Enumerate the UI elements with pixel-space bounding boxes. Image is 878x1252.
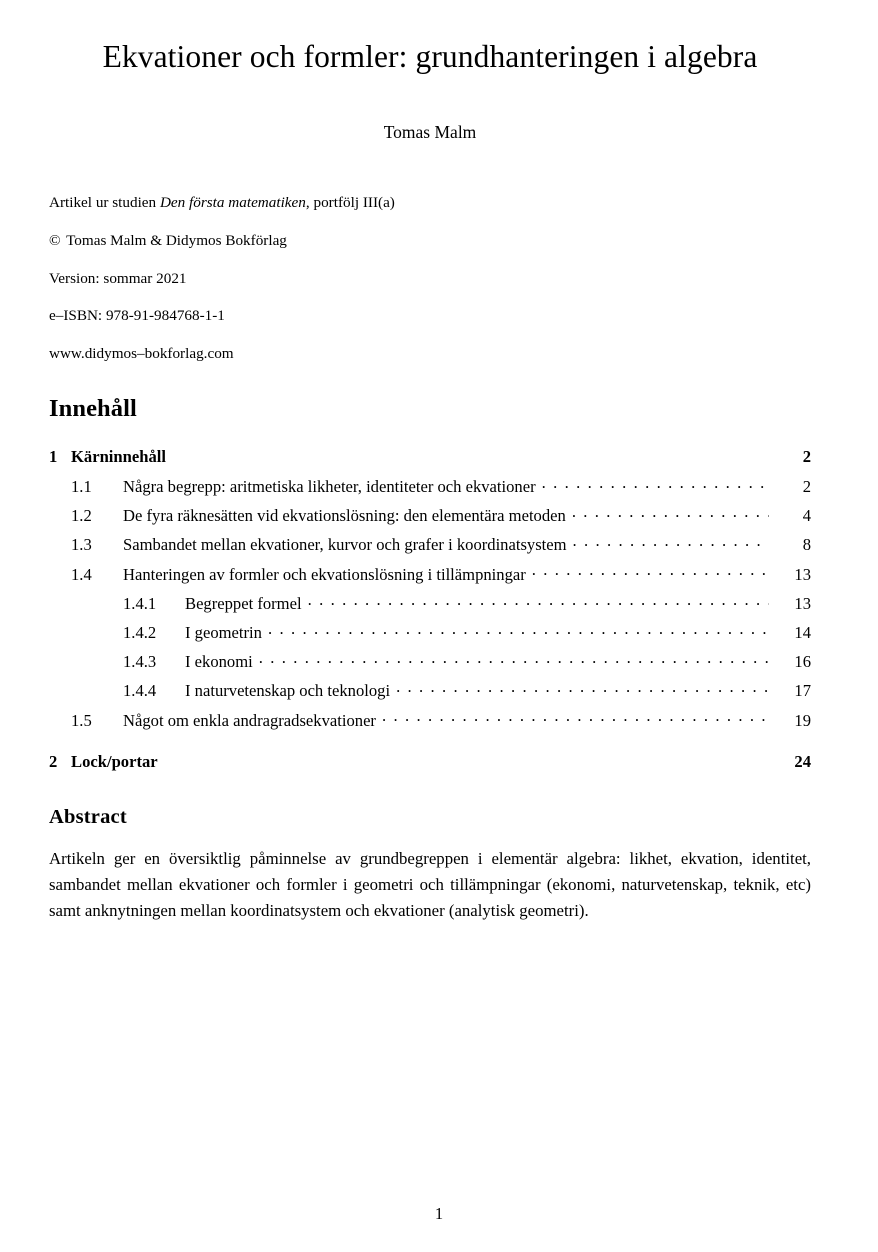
toc-dot-leader [532,563,769,580]
toc-entry-title: Kärninnehåll [71,446,166,466]
toc-entry[interactable] [49,621,811,641]
author-name: Tomas Malm [383,122,477,143]
toc-entry-title: Begreppet formel [185,593,302,613]
toc-entry[interactable] [49,563,811,583]
metadata-isbn: e–ISBN: 978-91-984768-1-1 [49,307,225,325]
toc-entry[interactable] [49,680,811,700]
toc-entry-number: 1.3 [71,535,92,555]
toc-entry-number: 1.2 [71,506,92,526]
abstract-heading: Abstract [49,806,127,829]
toc-dot-leader [172,445,769,462]
toc-entry[interactable] [49,750,811,770]
table-of-contents [49,445,811,770]
toc-entry-title: De fyra räknesätten vid ekvationslösning: den elementära metoden [123,506,566,526]
toc-dot-leader [572,505,769,522]
toc-entry-page: 24 [794,751,811,771]
toc-entry-number: 1.4 [71,564,92,584]
toc-entry-number: 1.4.4 [123,681,157,701]
toc-entry[interactable] [49,651,811,671]
toc-entry-page: 13 [794,593,811,613]
toc-entry-page: 2 [802,477,811,496]
toc-entry-page: 13 [794,564,811,584]
toc-heading: Innehåll [49,395,137,423]
toc-dot-leader [542,475,769,492]
toc-entry-title: Något om enkla andragradsekvationer [123,710,376,730]
toc-entry-number: 1.4.3 [123,652,157,672]
toc-dot-leader [259,651,769,668]
toc-entry-title: I geometrin [185,622,262,642]
toc-entry-number: 1.4.1 [123,593,157,613]
toc-entry-number: 1 [49,446,58,466]
page-title: Ekvationer och formler: grundhanteringen i algebra [102,39,758,74]
toc-entry-number: 2 [49,751,58,771]
toc-entry[interactable] [49,475,811,495]
toc-entry[interactable] [49,534,811,554]
toc-entry-title: Hanteringen av formler och ekvationslösning i tillämpningar [123,564,526,584]
toc-dot-leader [382,709,769,726]
toc-entry-number: 1.4.2 [123,622,157,642]
toc-entry-page: 4 [802,506,811,526]
toc-entry-page: 16 [794,652,811,672]
toc-entry-title: I ekonomi [185,652,253,672]
metadata-block [49,195,811,361]
toc-entry-page: 2 [802,446,811,466]
metadata-version: Version: sommar 2021 [49,269,187,287]
toc-entry-title: Lock/portar [71,751,158,771]
toc-entry-title: Några begrepp: aritmetiska likheter, identiteter och ekvationer [123,477,536,496]
metadata-source-title: Den första matematiken [159,194,306,212]
toc-entry-title: I naturvetenskap och teknologi [185,681,391,701]
toc-entry-number: 1.5 [71,710,92,730]
page-content [49,0,811,924]
metadata-source-suffix: , portfölj III(a) [305,194,395,212]
metadata-website: www.didymos–bokforlag.com [49,345,234,363]
toc-dot-leader [308,592,769,609]
toc-entry-title: Sambandet mellan ekvationer, kurvor och grafer i koordinatsystem [123,535,567,555]
toc-entry-page: 8 [802,535,811,555]
toc-entry-page: 14 [794,622,811,642]
toc-entry-page: 19 [794,710,811,730]
toc-entry[interactable] [49,505,811,525]
copyright-icon: © [49,231,61,249]
toc-entry[interactable] [49,445,811,465]
metadata-source [49,195,811,210]
page-folio: 1 [434,1204,444,1223]
metadata-copyright [49,233,811,248]
abstract-body: Artikeln ger en översiktlig påminnelse av grundbegreppen i elementär algebra: likhet, ekvation, identitet, sambandet mellan ekvationer och formler i geometri och tillämpningar (ekonomi, naturvetenskap, teknik, etc) samt anknytningen mellan koordinatsystem och ekvationer (analytisk geometri). [49,849,811,921]
metadata-copyright-text: Tomas Malm & Didymos Bokförlag [66,231,287,249]
toc-entry[interactable] [49,709,811,729]
toc-entry[interactable] [49,592,811,612]
toc-dot-leader [164,750,769,767]
toc-dot-leader [573,534,769,551]
toc-dot-leader [396,680,769,697]
toc-entry-page: 17 [794,681,811,701]
toc-entry-number: 1.1 [71,477,92,496]
metadata-source-prefix: Artikel ur studien [49,194,157,212]
toc-dot-leader [268,621,769,638]
